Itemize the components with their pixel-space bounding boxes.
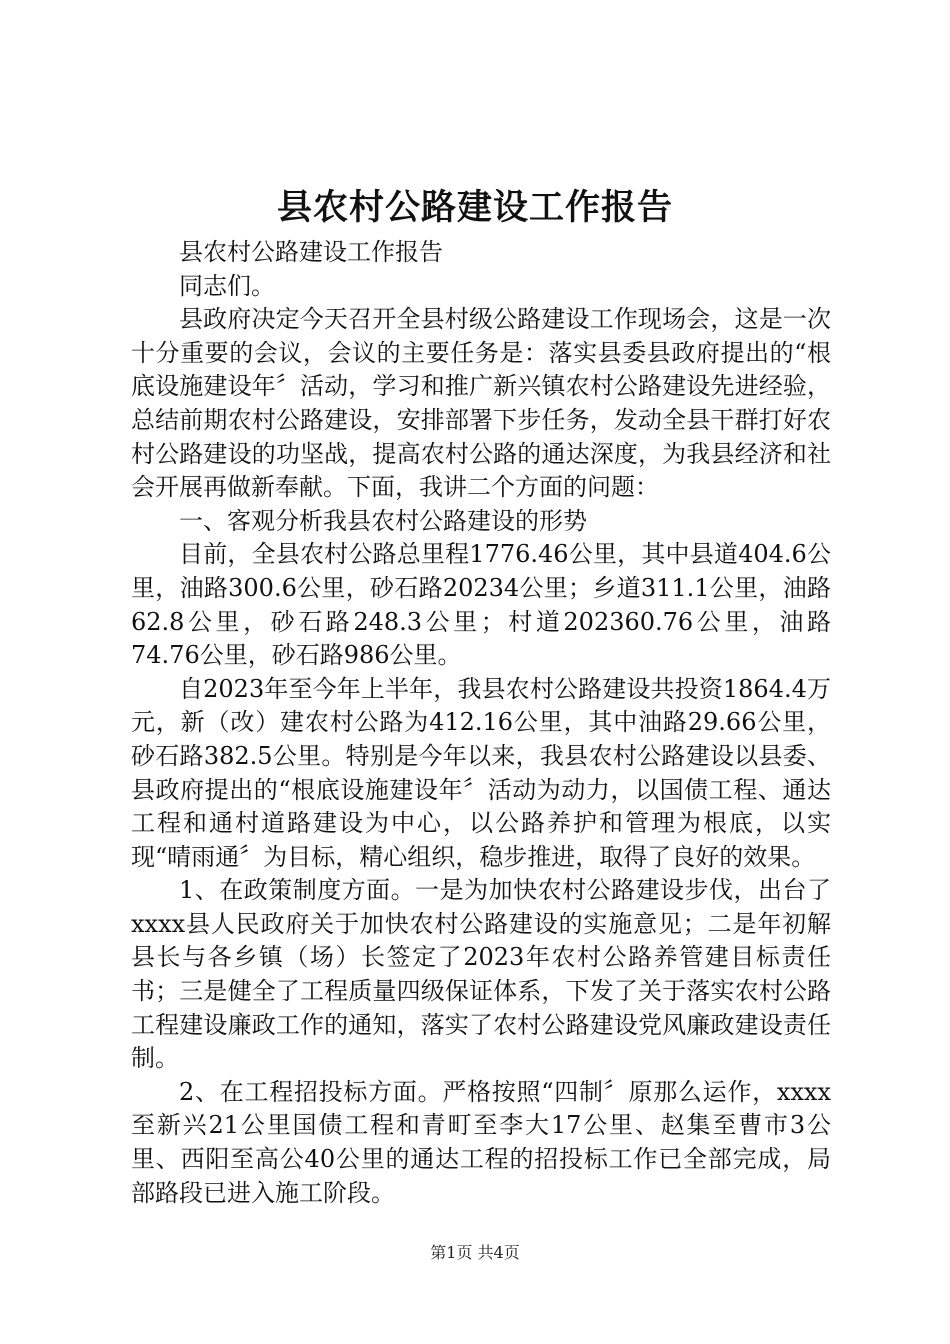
paragraph-bidding: 2、在工程招投标方面。严格按照“四制〞原那么运作，xxxx至新兴21公里国债工程和青町至李大17公里、赵集至曹市3公里、西阳至高公40公里的通达工程的招投标工作已全部完成，局部路段已进入施工阶段。 — [131, 1077, 831, 1207]
page-footer: 第1页 共4页 — [430, 1243, 520, 1262]
document-body — [131, 236, 831, 1210]
paragraph-salutation: 同志们。 — [179, 271, 275, 300]
paragraph-mileage: 目前，全县农村公路总里程1776.46公里，其中县道404.6公里，油路300.6公里，砂石路20234公里；乡道311.1公里，油路62.8公里，砂石路248.3公里；村道202360.76公里，油路74.76公里，砂石路986公里。 — [131, 540, 831, 670]
section-heading-1: 一、客观分析我县农村公路建设的形势 — [179, 506, 587, 535]
paragraph-investment: 自2023年至今年上半年，我县农村公路建设共投资1864.4万元，新（改）建农村公路为412.16公里，其中油路29.66公里，砂石路382.5公里。特别是今年以来，我县农村公路建设以县委、县政府提出的“根底设施建设年〞活动为动力，以国债工程、通达工程和通村道路建设为中心，以公路养护和管理为根底，以实现“晴雨通〞为目标，精心组织，稳步推进，取得了良好的效果。 — [131, 674, 831, 871]
paragraph-heading-repeat: 县农村公路建设工作报告 — [179, 238, 443, 266]
document-title: 县农村公路建设工作报告 — [276, 187, 673, 228]
paragraph-intro: 县政府决定今天召开全县村级公路建设工作现场会，这是一次十分重要的会议，会议的主要任务是：落实县委县政府提出的“根底设施建设年〞活动，学习和推广新兴镇农村公路建设先进经验，总结前期农村公路建设，安排部署下步任务，发动全县干群打好农村公路建设的功坚战，提高农村公路的通达深度，为我县经济和社会开展再做新奉献。下面，我讲二个方面的问题： — [131, 305, 831, 502]
paragraph-policy: 1、在政策制度方面。一是为加快农村公路建设步伐，出台了xxxx县人民政府关于加快农村公路建设的实施意见；二是年初解县长与各乡镇（场）长签定了2023年农村公路养管建目标责任书；三是健全了工程质量四级保证体系，下发了关于落实农村公路工程建设廉政工作的通知，落实了农村公路建设党风廉政建设责任制。 — [131, 876, 831, 1073]
